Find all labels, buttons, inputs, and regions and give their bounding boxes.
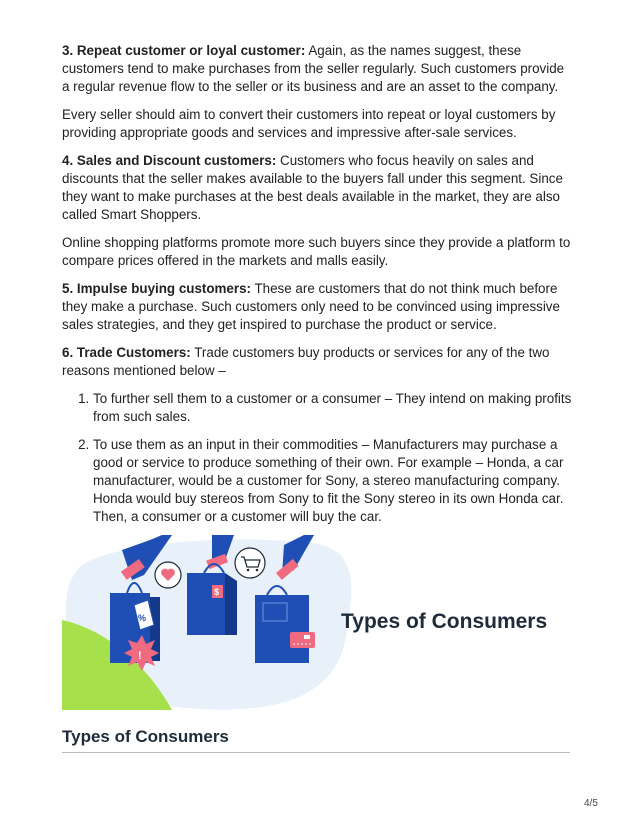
alert-burst-symbol: !: [138, 650, 142, 662]
credit-card-chip: [304, 635, 310, 639]
cart-wheel: [247, 569, 250, 572]
paragraph-lead: 5. Impulse buying customers:: [62, 281, 251, 296]
paragraph-text: Customers who focus heavily on sales and discounts that the seller makes available to the buyers fall under this segment. Since they want to make purchases at the best deals available in the market, they are also called Smart Shoppers.: [62, 153, 563, 222]
paragraph-text: Trade customers buy products or services for any of the two reasons mentioned below –: [62, 345, 550, 378]
credit-card-icon: [290, 632, 315, 648]
cart-bubble: [235, 548, 265, 578]
article-body: [62, 42, 572, 536]
paragraph-text: These are customers that do not think much before they make a purchase. Such customers only need to be convinced using impressive sales strategies, and they get inspired to purchase the product or service.: [62, 281, 560, 332]
paragraph-impulse-buying: [62, 280, 572, 334]
middle-bag: [187, 573, 225, 635]
paragraph-text: Again, as the names suggest, these customers tend to make purchases from the seller regularly. Such customers provide a regular revenue flow to the seller or its business and are an asset to the company.: [62, 43, 565, 94]
list-item: 2. To use them as an input in their commodities – Manufacturers may purchase a good or service to produce something of their own. For example – Honda, a car manufacturer, would be a customer for Sony, a stereo manufacturing company. Honda would buy stereos from Sony to fit the Sony stereo in its own Honda car. Then, a consumer or a customer will buy the car.: [93, 436, 572, 526]
price-tag-symbol: %: [138, 613, 147, 623]
section-title: Types of Consumers: [62, 727, 570, 753]
paragraph-trade-customers: [62, 344, 572, 380]
paragraph-lead: 6. Trade Customers:: [62, 345, 191, 360]
paragraph-text: Every seller should aim to convert their customers into repeat or loyal customers by providing appropriate goods and services and impressive after-sale services.: [62, 107, 556, 140]
cart-wheel: [256, 569, 259, 572]
dollar-tag-symbol: $: [214, 587, 220, 597]
paragraph-repeat-customer: [62, 42, 572, 96]
paragraph-seller-aim: [62, 106, 572, 142]
list-item: 1. To further sell them to a customer or a consumer – They intend on making profits from such sales.: [93, 390, 572, 426]
paragraph-lead: 4. Sales and Discount customers:: [62, 153, 277, 168]
illustration-heading: Types of Consumers: [341, 610, 548, 633]
paragraph-online-shopping: [62, 234, 572, 270]
page-number: 4/5: [584, 798, 598, 809]
paragraph-sales-discount: [62, 152, 572, 224]
paragraph-text: Online shopping platforms promote more such buyers since they provide a platform to compare prices offered in the markets and malls easily.: [62, 235, 571, 268]
reasons-list: [62, 390, 572, 526]
paragraph-lead: 3. Repeat customer or loyal customer:: [62, 43, 306, 58]
middle-bag-side: [225, 573, 237, 635]
